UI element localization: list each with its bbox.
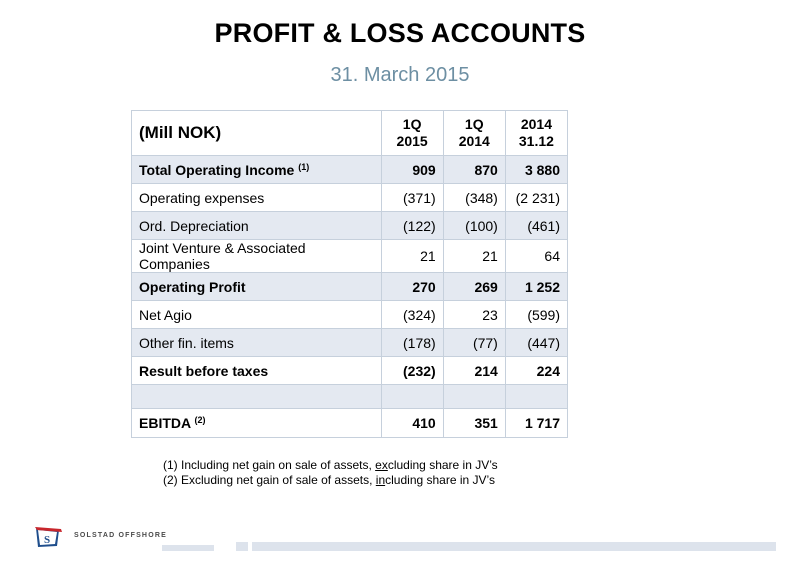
- cell-1q2015: 909: [381, 156, 443, 184]
- cell-1q2014: (77): [443, 329, 505, 357]
- cell-2014: 64: [505, 240, 567, 273]
- table-header-row: [132, 111, 568, 156]
- table-row-other-fin-items: [132, 329, 568, 357]
- row-label-text: Total Operating Income: [139, 161, 295, 178]
- cell-1q2014: 269: [443, 273, 505, 301]
- header-unit-label: (Mill NOK): [132, 111, 382, 156]
- row-label: Operating Profit: [132, 273, 382, 301]
- row-label: Operating expenses: [132, 184, 382, 212]
- svg-text:S: S: [44, 534, 51, 546]
- solstad-logo-icon: [35, 526, 63, 550]
- footnotes: [163, 458, 498, 488]
- row-label: [132, 156, 382, 184]
- header-col-2014: [505, 111, 567, 156]
- cell-2014: 3 880: [505, 156, 567, 184]
- cell-1q2015: (232): [381, 357, 443, 385]
- blank-cell: [505, 385, 567, 409]
- brand-name: SOLSTAD OFFSHORE: [74, 532, 167, 539]
- cell-1q2014: 870: [443, 156, 505, 184]
- header-col3-line1: 2014: [520, 116, 552, 132]
- table-row-result-before-taxes: [132, 357, 568, 385]
- footnote-ref: (1): [298, 161, 310, 172]
- footnote-2-underlined: in: [375, 473, 386, 487]
- row-label: Other fin. items: [132, 329, 382, 357]
- header-col-1q2014: [443, 111, 505, 156]
- cell-1q2014: (348): [443, 184, 505, 212]
- row-label: Net Agio: [132, 301, 382, 329]
- profit-loss-table: [131, 110, 568, 438]
- row-label: Result before taxes: [132, 357, 382, 385]
- table-row-operating-profit: [132, 273, 568, 301]
- row-label: Joint Venture & Associated Companies: [132, 240, 382, 273]
- header-col3-line2: 31.12: [518, 133, 554, 149]
- table-row-net-agio: [132, 301, 568, 329]
- row-label: Ord. Depreciation: [132, 212, 382, 240]
- table-row-ord-depreciation: [132, 212, 568, 240]
- footnote-2-text: (2) Excluding net gain of sale of assets,: [163, 473, 376, 487]
- footnote-ref: (2): [194, 415, 206, 425]
- blank-cell: [443, 385, 505, 409]
- footer-bar-right: [252, 542, 776, 551]
- blank-cell: [132, 385, 382, 409]
- cell-1q2014: 21: [443, 240, 505, 273]
- page-subtitle: 31. March 2015: [330, 64, 470, 86]
- cell-1q2015: 21: [381, 240, 443, 273]
- cell-1q2014: 214: [443, 357, 505, 385]
- header-col1-line1: 1Q: [402, 116, 422, 132]
- cell-1q2014: (100): [443, 212, 505, 240]
- cell-1q2015: (122): [381, 212, 443, 240]
- row-label: [132, 409, 382, 438]
- cell-2014: (599): [505, 301, 567, 329]
- header-col2-line2: 2014: [458, 133, 490, 149]
- cell-1q2015: 410: [381, 409, 443, 438]
- footnote-1-text-end: cluding share in JV’s: [387, 458, 498, 472]
- footnote-1: [163, 458, 498, 473]
- cell-2014: (2 231): [505, 184, 567, 212]
- table-row-joint-venture: [132, 240, 568, 273]
- blank-cell: [381, 385, 443, 409]
- header-col1-line2: 2015: [396, 133, 428, 149]
- row-label-text: EBITDA: [139, 415, 191, 431]
- footer-bar-left: [162, 545, 214, 551]
- table-row-operating-expenses: [132, 184, 568, 212]
- footnote-2: [163, 473, 498, 488]
- cell-1q2015: (178): [381, 329, 443, 357]
- cell-2014: 1 717: [505, 409, 567, 438]
- cell-2014: 1 252: [505, 273, 567, 301]
- table-row-total-operating-income: [132, 156, 568, 184]
- cell-1q2015: (371): [381, 184, 443, 212]
- header-col-1q2015: [381, 111, 443, 156]
- page-title: PROFIT & LOSS ACCOUNTS: [214, 18, 586, 48]
- footnote-1-text: (1) Including net gain on sale of assets,: [163, 458, 376, 472]
- footnote-2-text-end: cluding share in JV’s: [385, 473, 495, 487]
- cell-1q2015: (324): [381, 301, 443, 329]
- cell-1q2014: 351: [443, 409, 505, 438]
- cell-2014: (447): [505, 329, 567, 357]
- cell-2014: 224: [505, 357, 567, 385]
- header-col2-line1: 1Q: [464, 116, 484, 132]
- footer-bar-small: [236, 542, 248, 551]
- table-row-blank: [132, 385, 568, 409]
- footnote-1-underlined: ex: [375, 458, 388, 472]
- cell-1q2014: 23: [443, 301, 505, 329]
- cell-1q2015: 270: [381, 273, 443, 301]
- cell-2014: (461): [505, 212, 567, 240]
- table-row-ebitda: [132, 409, 568, 438]
